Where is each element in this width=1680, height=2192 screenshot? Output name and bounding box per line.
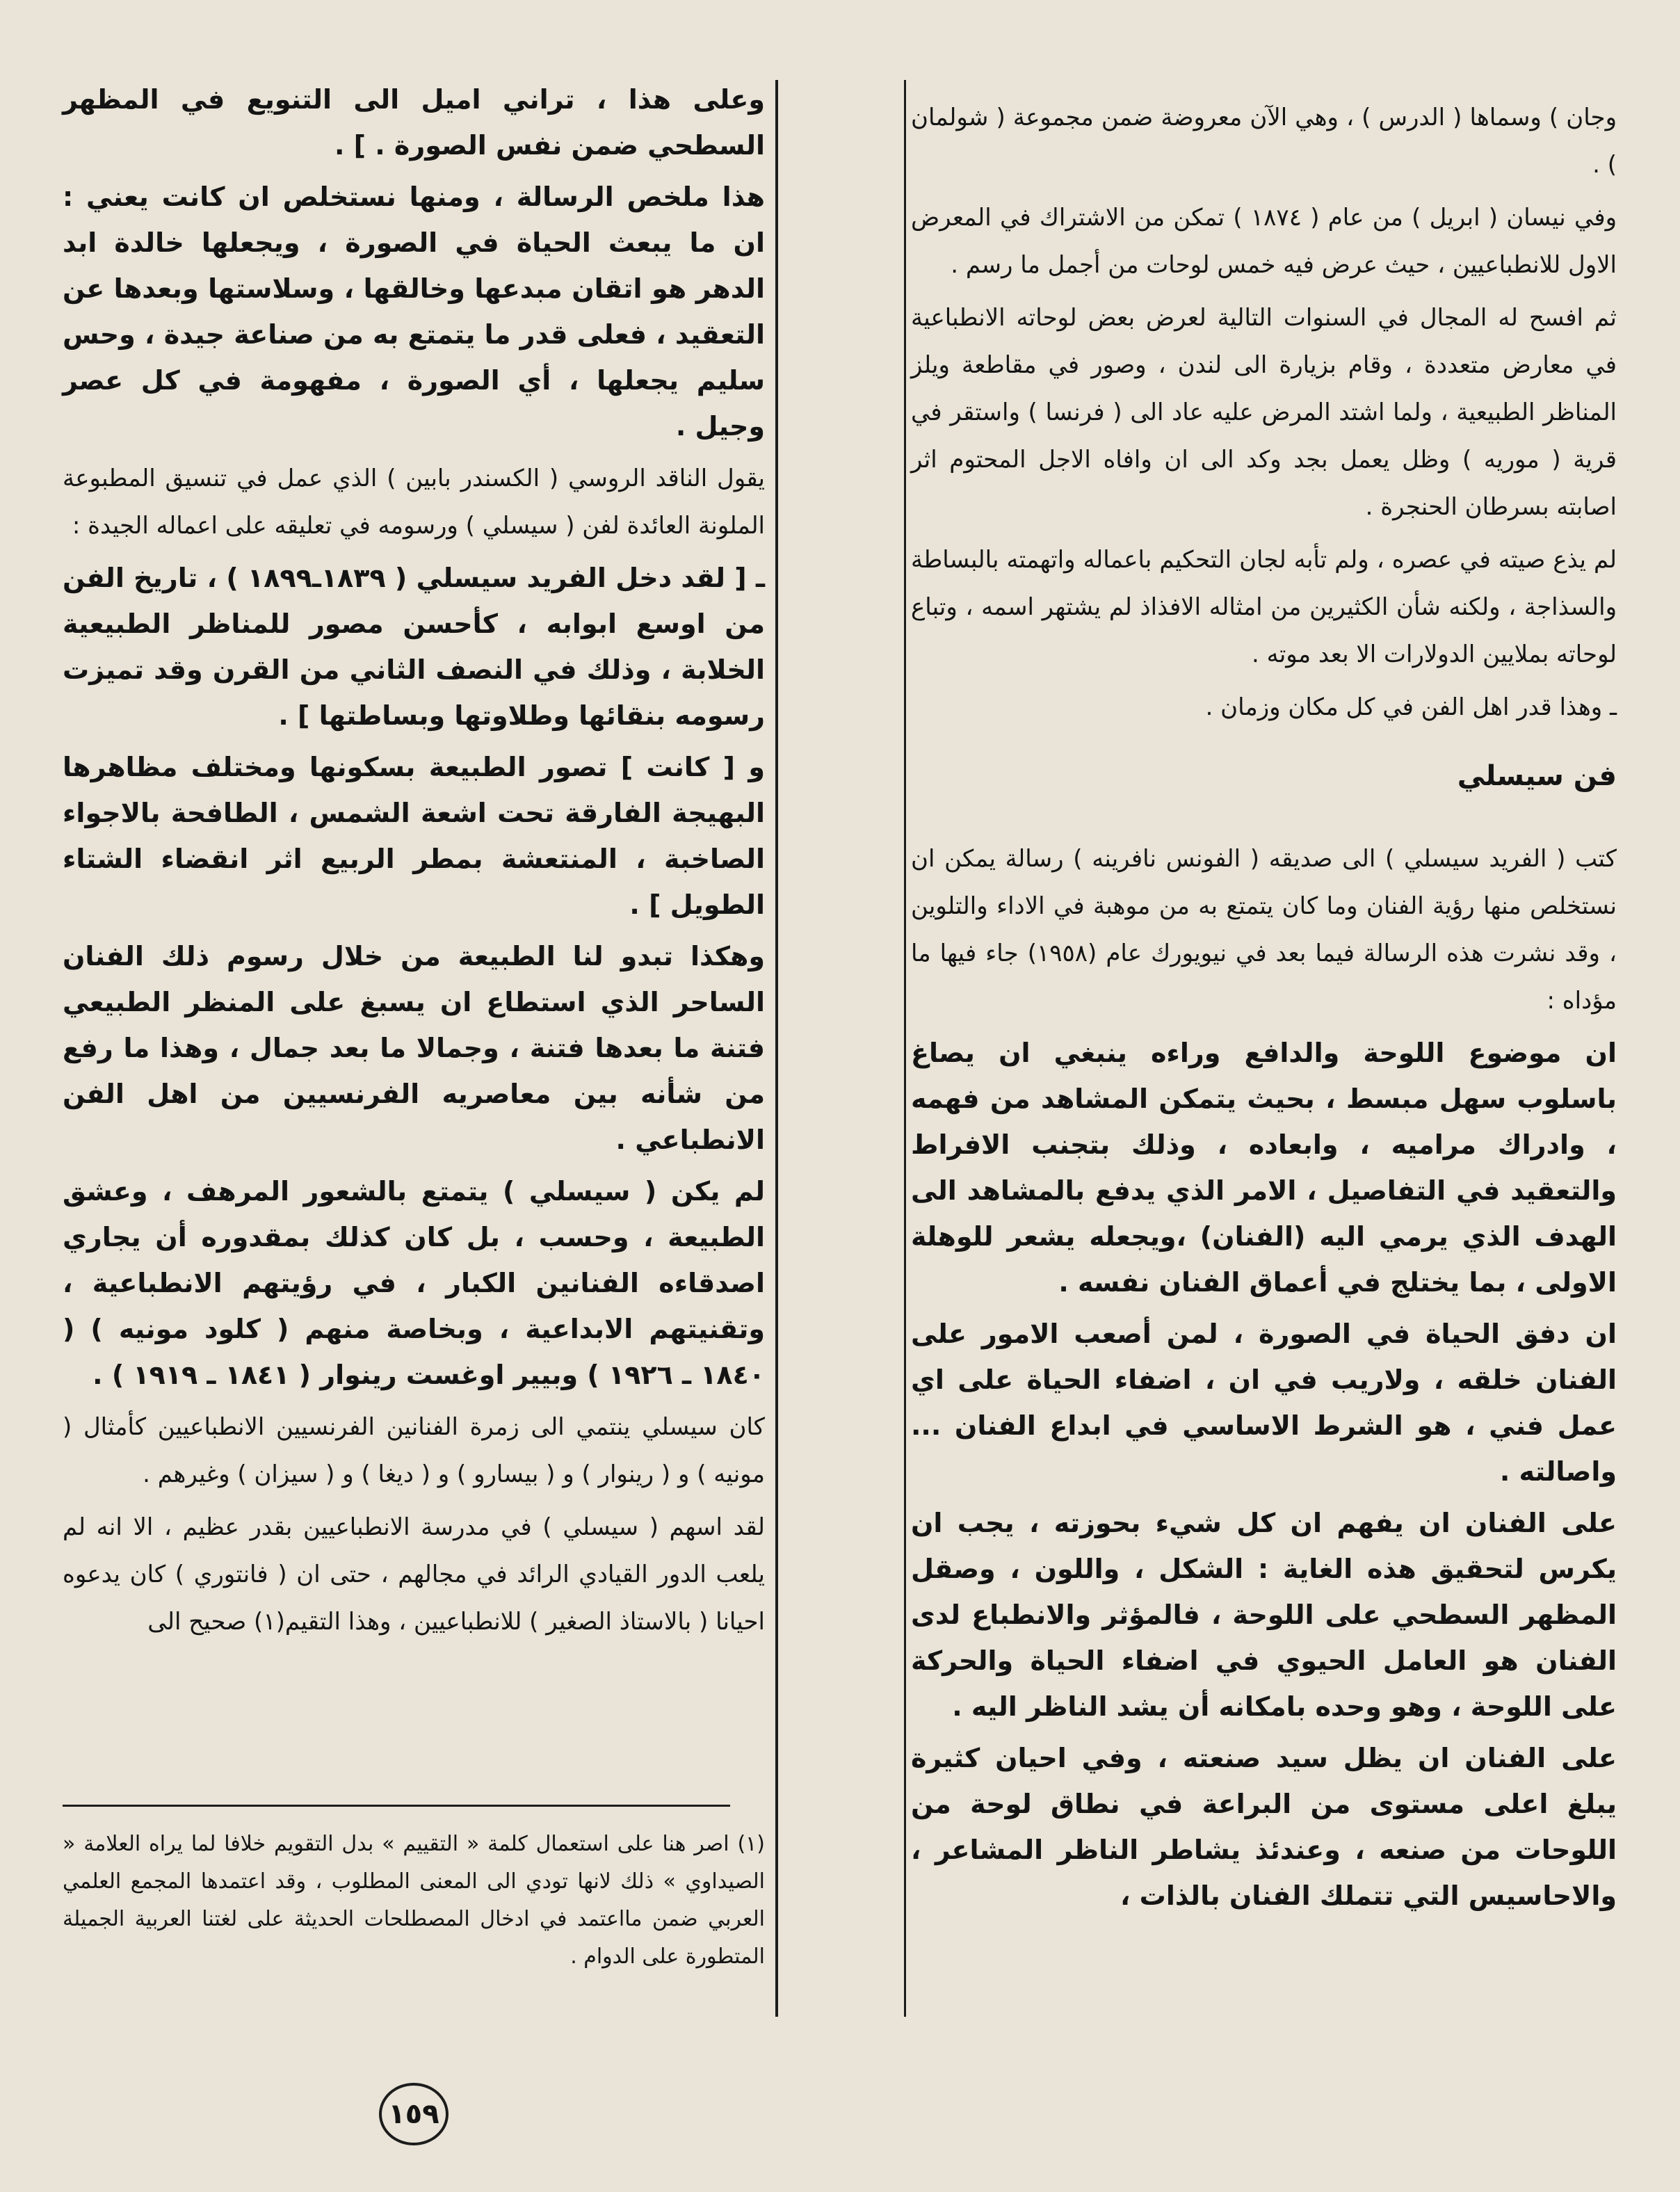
paragraph: لم يذع صيته في عصره ، ولم تأبه لجان التحكيم باعماله واتهمته بالبساطة والسذاجة ، ولكنه شأن الكثيرين من امثاله الافذاذ لم يشتهر اسمه ، وتباع لوحاته بملايين الدولارات الا بعد موته .	[911, 546, 1617, 668]
paragraph: ثم افسح له المجال في السنوات التالية لعرض بعض لوحاته الانطباعية في معارض متعددة ، وقام بزيارة الى لندن ، وصور في مقاطعة ويلز المناظر الطبيعية ، ولما اشتد المرض عليه عاد الى ( فرنسا ) واستقر في قرية ( موريه ) وظل يعمل بجد وكد الى ان وافاه الاجل المحتوم اثر اصابته بسرطان الحنجرة .	[911, 304, 1617, 521]
bold-paragraph: هذا ملخص الرسالة ، ومنها نستخلص ان كانت يعني : ان ما يبعث الحياة في الصورة ، ويجعلها خالدة ابد الدهر هو اتقان مبدعها وخالقها ، وسلاستها وبعدها عن التعقيد ، فعلى قدر ما يتمتع به من صناعة جيدة ، وحس سليم يجعلها ، أي الصورة ، مفهومة في كل عصر وجيل .	[63, 182, 765, 442]
paragraph: وفي نيسان ( ابريل ) من عام ( ١٨٧٤ ) تمكن من الاشتراك في المعرض الاول للانطباعيين ، حيث عرض فيه خمس لوحات من أجمل ما رسم .	[911, 204, 1617, 279]
bold-paragraph: وعلى هذا ، تراني اميل الى التنويع في المظهر السطحي ضمن نفس الصورة . ] .	[63, 84, 765, 161]
footnote: (١) اصر هنا على استعمال كلمة « التقييم » بدل التقويم خلافا لما يراه العلامة « الصيداوي » ذلك لانها تودي الى المعنى المطلوب ، وقد اعتمدها المجمع العلمي العربي ضمن مااعتمد في ادخال المصطلحات الحديثة على لغتنا العربية الجميلة المتطورة على الدوام .	[63, 1832, 765, 1969]
paragraph: لقد اسهم ( سيسلي ) في مدرسة الانطباعيين بقدر عظيم ، الا انه لم يلعب الدور القيادي الرائد في مجالهم ، حتى ان ( فانتوري ) كان يدعوه احيانا ( بالاستاذ الصغير ) للانطباعيين ، وهذا التقيم(١) صحيح الى	[63, 1513, 765, 1636]
paragraph: كتب ( الفريد سيسلي ) الى صديقه ( الفونس نافرينه ) رسالة يمكن ان نستخلص منها رؤية الفنان وما كان يتمتع به من موهبة في الاداء والتلوين ، وقد نشرت هذه الرسالة فيما بعد في نيويورك عام (١٩٥٨) جاء فيها ما مؤداه :	[911, 845, 1617, 1015]
bold-paragraph: لم يكن ( سيسلي ) يتمتع بالشعور المرهف ، وعشق الطبيعة ، وحسب ، بل كان كذلك بمقدوره أن يجاري اصدقاءه الفنانين الكبار ، في رؤيتهم الانطباعية ، وتقنيتهم الابداعية ، وبخاصة منهم ( كلود مونيه ) ( ١٨٤٠ ـ ١٩٢٦ ) وبيير اوغست رينوار ( ١٨٤١ ـ ١٩١٩ ) .	[63, 1176, 765, 1390]
section-heading: فن سيسلي	[1457, 760, 1617, 792]
column-divider	[775, 80, 778, 2017]
paragraph: ـ وهذا قدر اهل الفن في كل مكان وزمان .	[1205, 693, 1617, 721]
right-column	[911, 94, 1617, 1924]
footnote-rule	[63, 1805, 730, 1807]
bold-paragraph: ـ [ لقد دخل الفريد سيسلي ( ١٨٣٩ـ١٨٩٩ ) ، تاريخ الفن من اوسع ابوابه ، كأحسن مصور للمناظر الطبيعية الخلابة ، وذلك في النصف الثاني من القرن وقد تميزت رسومه بنقائها وطلاوتها وبساطتها ] .	[63, 563, 765, 731]
paragraph: يقول الناقد الروسي ( الكسندر بابين ) الذي عمل في تنسيق المطبوعة الملونة العائدة لفن ( سيسلي ) ورسومه في تعليقه على اعماله الجيدة :	[63, 465, 765, 540]
bold-paragraph: على الفنان ان يفهم ان كل شيء بحوزته ، يجب ان يكرس لتحقيق هذه الغاية : الشكل ، واللون ، وصقل المظهر السطحي على اللوحة ، فالمؤثر والانطباع لدى الفنان هو العامل الحيوي في اضفاء الحياة والحركة على اللوحة ، وهو وحده بامكانه أن يشد الناظر اليه .	[911, 1508, 1617, 1722]
paragraph: وجان ) وسماها ( الدرس ) ، وهي الآن معروضة ضمن مجموعة ( شولمان ) .	[911, 104, 1617, 179]
page-number-text: ١٥٩	[388, 2098, 439, 2130]
column-divider-inner	[904, 80, 906, 2017]
bold-paragraph: ان دفق الحياة في الصورة ، لمن أصعب الامور على الفنان خلقه ، ولاريب في ان ، اضفاء الحياة على اي عمل فني ، هو الشرط الاساسي في ابداع الفنان ... واصالته .	[911, 1319, 1617, 1487]
bold-paragraph: وهكذا تبدو لنا الطبيعة من خلال رسوم ذلك الفنان الساحر الذي استطاع ان يسبغ على المنظر الطبيعي فتنة ما بعدها فتنة ، وجمالا ما بعد جمال ، وهذا ما رفع من شأنه بين معاصريه الفرنسيين من اهل الفن الانطباعي .	[63, 941, 765, 1155]
bold-paragraph: على الفنان ان يظل سيد صنعته ، وفي احيان كثيرة يبلغ اعلى مستوى من البراعة في نطاق لوحة من اللوحات من صنعه ، وعندئذ يشاطر الناظر المشاعر ، والاحاسيس التي تتملك الفنان بالذات ،	[911, 1743, 1617, 1911]
paragraph: كان سيسلي ينتمي الى زمرة الفنانين الفرنسيين الانطباعيين كأمثال ( مونيه ) و ( رينوار ) و ( بيسارو ) و ( ديغا ) و ( سيزان ) وغيرهم .	[63, 1413, 765, 1488]
bold-paragraph: و [ كانت ] تصور الطبيعة بسكونها ومختلف مظاهرها البهيجة الفارقة تحت اشعة الشمس ، الطافحة بالاجواء الصاخبة ، المنتعشة بمطر الربيع اثر انقضاء الشتاء الطويل ] .	[63, 752, 765, 920]
left-column	[63, 76, 765, 1651]
bold-paragraph: ان موضوع اللوحة والدافع وراءه ينبغي ان يصاغ باسلوب سهل مبسط ، بحيث يتمكن المشاهد من فهمه ، وادراك مراميه ، وابعاده ، وذلك بتجنب الافراط والتعقيد في التفاصيل ، الامر الذي يدفع بالمشاهد الى الهدف الذي يرمي اليه (الفنان) ،ويجعله يشعر للوهلة الاولى ، بما يختلج في أعماق الفنان نفسه .	[911, 1038, 1617, 1298]
page-number	[379, 2083, 449, 2145]
